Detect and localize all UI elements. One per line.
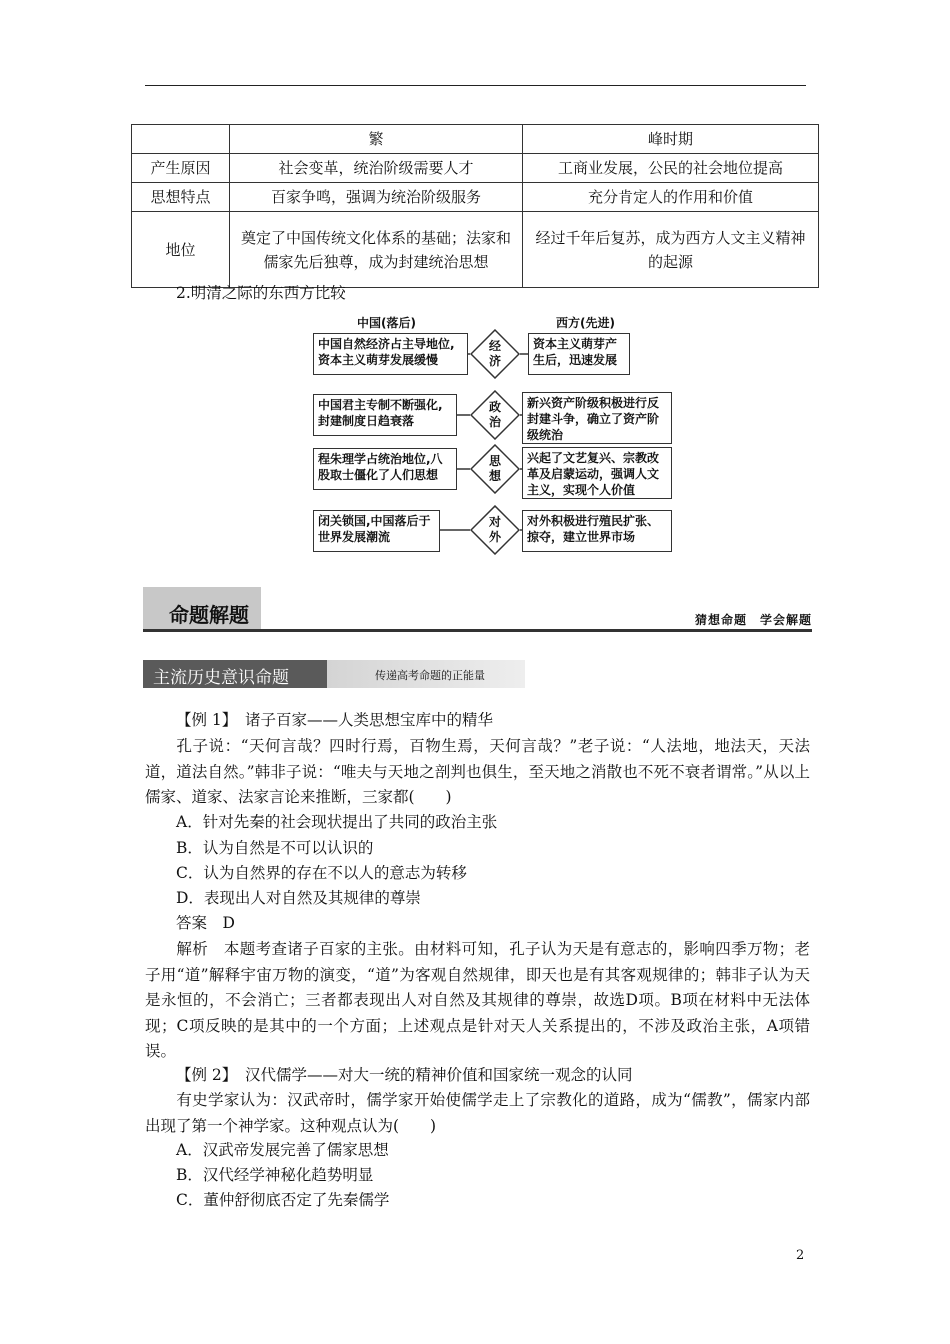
analysis: [145, 937, 810, 1065]
sub-banner-subtitle: 传递高考命题的正能量: [375, 669, 485, 682]
table-cell: 工商业发展，公民的社会地位提高: [523, 154, 819, 183]
table-cell: 经过千年后复苏，成为西方人文主义精神的起源: [523, 212, 819, 288]
option: C．董仲舒彻底否定了先秦儒学: [176, 1191, 390, 1209]
banner-title: 命题解题: [169, 603, 249, 627]
answer: 答案 D: [176, 914, 235, 932]
diamond-char: 政: [488, 400, 501, 414]
section-banner-main: [143, 587, 812, 631]
diagram-left-box: 中国君主专制不断强化,封建制度日趋衰落: [313, 394, 457, 436]
row-label: 产生原因: [132, 154, 230, 183]
example-tag: 【例 1】: [176, 711, 238, 729]
diagram-diamond: [470, 390, 520, 440]
option: A．汉武帝发展完善了儒家思想: [176, 1141, 389, 1159]
table-header-cell: 繁: [230, 125, 523, 154]
option: A．针对先秦的社会现状提出了共同的政治主张: [176, 813, 498, 831]
diagram-right-box: 新兴资产阶级积极进行反封建斗争，确立了资产阶级统治: [522, 392, 672, 444]
row-label: 地位: [132, 212, 230, 288]
diamond-char: 想: [488, 469, 501, 483]
diamond-char: 经: [488, 339, 501, 353]
diagram-left-header: 中国(落后): [357, 316, 416, 330]
row-label: 思想特点: [132, 183, 230, 212]
diagram-diamond: [470, 329, 520, 379]
diagram-right-box: 资本主义萌芽产生后，迅速发展: [528, 333, 630, 375]
comparison-table: [131, 124, 819, 288]
diagram-left-box: 闭关锁国,中国落后于世界发展潮流: [313, 510, 440, 552]
option: D．表现出人对自然及其规律的尊崇: [176, 889, 421, 907]
table-cell: 社会变革，统治阶级需要人才: [230, 154, 523, 183]
diamond-char: 外: [488, 530, 501, 544]
diagram-left-box: 中国自然经济占主导地位,资本主义萌芽发展缓慢: [313, 333, 468, 375]
banner-rule: [143, 629, 812, 632]
page-number: 2: [796, 1248, 805, 1263]
section-heading: 2.明清之际的东西方比较: [176, 284, 346, 302]
option: B．汉代经学神秘化趋势明显: [176, 1166, 374, 1184]
diagram-right-header: 西方(先进): [556, 316, 615, 330]
option: B．认为自然是不可以认识的: [176, 839, 374, 857]
diagram-left-box: 程朱理学占统治地位,八股取士僵化了人们思想: [313, 448, 457, 490]
diamond-char: 对: [488, 515, 501, 529]
table-cell: 百家争鸣，强调为统治阶级服务: [230, 183, 523, 212]
example-title: 诸子百家——人类思想宝库中的精华: [245, 711, 494, 729]
table-header-cell: [132, 125, 230, 154]
table-cell: 奠定了中国传统文化体系的基础；法家和儒家先后独尊，成为封建统治思想: [230, 212, 523, 288]
table-header-row: [132, 125, 819, 154]
diagram-right-box: 对外积极进行殖民扩张、掠夺，建立世界市场: [522, 510, 672, 552]
example-title: 汉代儒学——对大一统的精神价值和国家统一观念的认同: [245, 1066, 633, 1084]
example1-stem: [145, 734, 810, 811]
table-row: [132, 154, 819, 183]
diagram-right-box: 兴起了文艺复兴、宗教改革及启蒙运动，强调人文主义，实现个人价值: [522, 447, 672, 499]
diamond-char: 思: [488, 454, 501, 468]
example1-heading: [176, 708, 493, 733]
diagram-diamond: [470, 444, 520, 494]
banner-right-caption: 猜想命题 学会解题: [694, 613, 812, 627]
example2-heading: [176, 1063, 633, 1088]
table-row: [132, 212, 819, 288]
sub-banner-title: 主流历史意识命题: [153, 668, 289, 688]
table-row: [132, 183, 819, 212]
diamond-char: 治: [488, 415, 501, 429]
stem-text: 有史学家认为：汉武帝时，儒学家开始使儒学走上了宗教化的道路，成为“儒教”，儒家内部出现了第一个神学家。这种观点认为( ): [145, 1091, 810, 1135]
example-tag: 【例 2】: [176, 1066, 238, 1084]
example2-stem: [145, 1088, 810, 1139]
table-cell: 充分肯定人的作用和价值: [523, 183, 819, 212]
diamond-char: 济: [488, 354, 501, 368]
table-header-cell: 峰时期: [523, 125, 819, 154]
stem-text: 孔子说：“天何言哉？四时行焉，百物生焉，天何言哉？”老子说：“人法地，地法天，天法道，道法自然。”韩非子说：“唯夫与天地之剖判也俱生，至天地之消散也不死不衰者谓常。”从以上儒家、道家、法家言论来推断，三家都( ): [145, 737, 810, 806]
section-banner-sub: [143, 660, 525, 688]
header-rule: [145, 85, 806, 86]
option: C．认为自然界的存在不以人的意志为转移: [176, 864, 467, 882]
analysis-text: 解析 本题考查诸子百家的主张。由材料可知，孔子认为天是有意志的，影响四季万物；老子用“道”解释宇宙万物的演变，“道”为客观自然规律，即天也是有其客观规律的；韩非子认为天是永恒的，不会消亡；三者都表现出人对自然及其规律的尊崇，故选D项。B项在材料中无法体现；C项反映的是其中的一个方面；上述观点是针对天人关系提出的，不涉及政治主张，A项错误。: [145, 940, 810, 1060]
diagram-diamond: [470, 505, 520, 555]
